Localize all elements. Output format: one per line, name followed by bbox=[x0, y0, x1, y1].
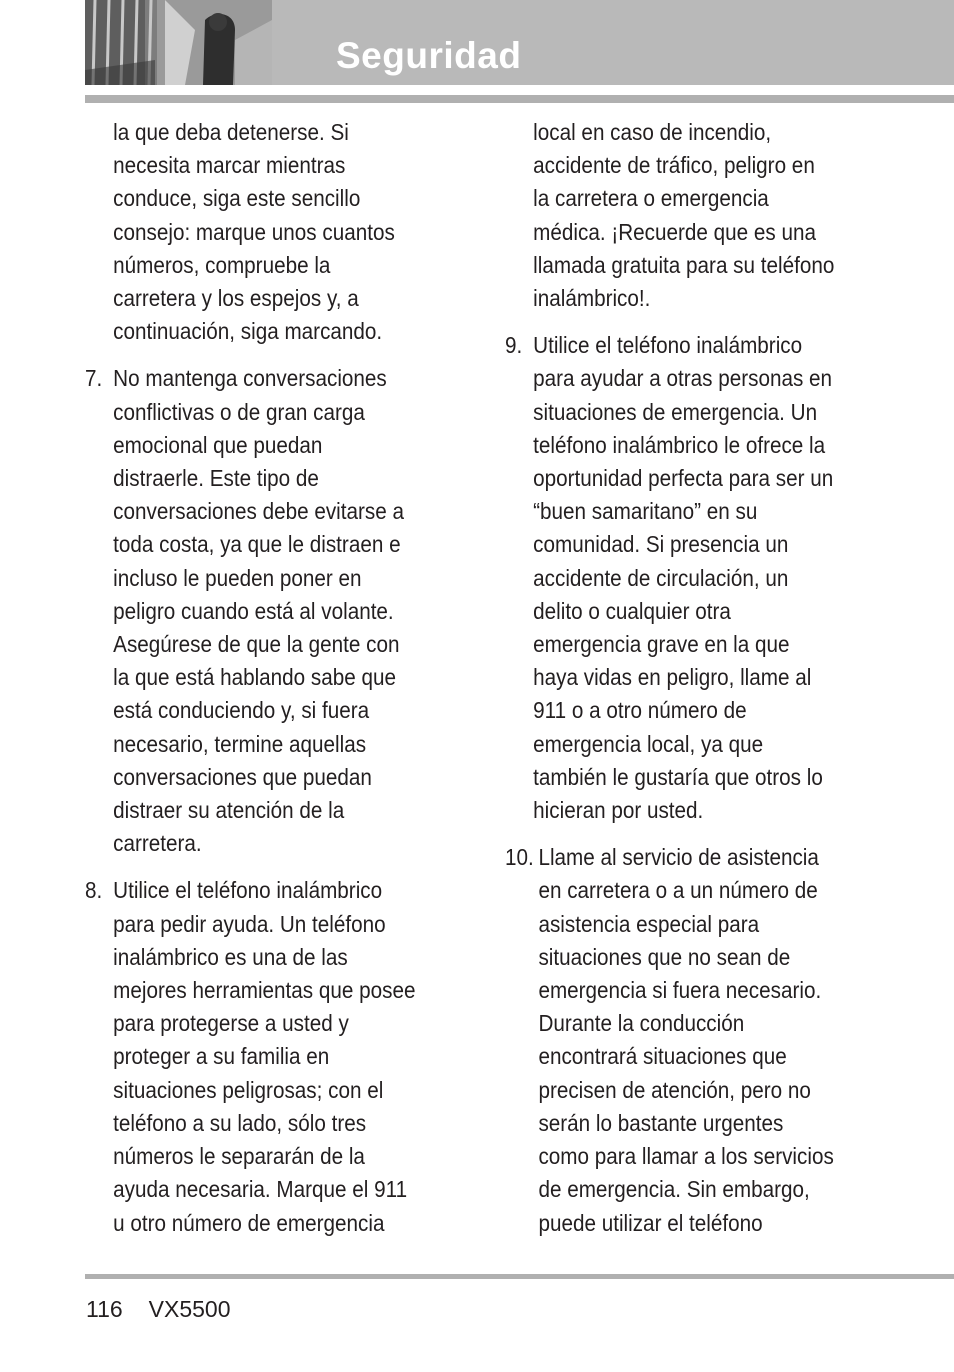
text-line: emergencia grave en la que bbox=[533, 631, 790, 658]
text-line: Utilice el teléfono inalámbrico bbox=[113, 877, 383, 904]
text-line: carretera y los espejos y, a bbox=[113, 285, 359, 312]
numbered-item bbox=[85, 362, 446, 860]
text-line: Durante la conducción bbox=[538, 1010, 745, 1037]
text-line: necesario, termine aquellas bbox=[113, 730, 367, 757]
item-number: 10. bbox=[505, 844, 534, 871]
text-line: situaciones que no sean de bbox=[538, 943, 791, 970]
left-column bbox=[85, 116, 446, 1254]
text-line: comunidad. Si presencia un bbox=[533, 531, 789, 558]
text-line: Asegúrese de que la gente con bbox=[113, 631, 400, 658]
text-line: “buen samaritano” en su bbox=[533, 498, 758, 525]
text-line: conflictivas o de gran carga bbox=[113, 398, 365, 425]
text-line: para ayudar a otras personas en bbox=[533, 365, 833, 392]
text-line: Llame al servicio de asistencia bbox=[538, 844, 819, 871]
item-number: 7. bbox=[85, 365, 103, 392]
text-line: mejores herramientas que posee bbox=[113, 977, 416, 1004]
text-line: emocional que puedan bbox=[113, 431, 323, 458]
page-number: 116 bbox=[86, 1296, 123, 1322]
text-line: médica. ¡Recuerde que es una bbox=[533, 218, 816, 245]
text-line: ayuda necesaria. Marque el 911 bbox=[113, 1176, 408, 1203]
header-photo bbox=[85, 0, 272, 85]
item-number: 8. bbox=[85, 877, 103, 904]
text-line: teléfono a su lado, sólo tres bbox=[113, 1109, 367, 1136]
continued-paragraph bbox=[85, 116, 446, 348]
text-line: la carretera o emergencia bbox=[533, 185, 769, 212]
text-line: continuación, siga marcando. bbox=[113, 318, 383, 345]
text-line: hicieran por usted. bbox=[533, 797, 704, 824]
text-line: la que deba detenerse. Si bbox=[113, 119, 349, 145]
text-line: proteger a su familia en bbox=[113, 1043, 330, 1070]
numbered-item bbox=[85, 874, 446, 1239]
text-line: en carretera o a un número de bbox=[538, 877, 818, 904]
text-line: para pedir ayuda. Un teléfono bbox=[113, 910, 386, 937]
text-line: consejo: marque unos cuantos bbox=[113, 218, 395, 245]
text-line: conversaciones debe evitarse a bbox=[113, 498, 405, 525]
right-column bbox=[505, 116, 866, 1254]
text-line: inalámbrico es una de las bbox=[113, 943, 348, 970]
text-line: de emergencia. Sin embargo, bbox=[538, 1176, 810, 1203]
text-line: No mantenga conversaciones bbox=[113, 365, 387, 392]
text-line: distraerle. Este tipo de bbox=[113, 465, 319, 492]
text-line: oportunidad perfecta para ser un bbox=[533, 465, 834, 492]
text-line: la que está hablando sabe que bbox=[113, 664, 397, 691]
text-line: inalámbrico!. bbox=[533, 285, 651, 312]
text-line: encontrará situaciones que bbox=[538, 1043, 787, 1070]
text-line: números le separarán de la bbox=[113, 1143, 365, 1170]
model-name: VX5500 bbox=[148, 1296, 231, 1322]
text-line: emergencia local, ya que bbox=[533, 730, 764, 757]
text-line: como para llamar a los servicios bbox=[538, 1143, 834, 1170]
header-rule bbox=[85, 95, 954, 103]
text-line: situaciones de emergencia. Un bbox=[533, 398, 818, 425]
text-line: asistencia especial para bbox=[538, 910, 760, 937]
text-line: situaciones peligrosas; con el bbox=[113, 1076, 384, 1103]
text-line: precisen de atención, pero no bbox=[538, 1076, 811, 1103]
page-title: Seguridad bbox=[336, 35, 522, 76]
text-line: teléfono inalámbrico le ofrece la bbox=[533, 431, 826, 458]
footer bbox=[86, 1296, 231, 1323]
text-line: u otro número de emergencia bbox=[113, 1209, 385, 1236]
text-line: accidente de tráfico, peligro en bbox=[533, 152, 815, 179]
text-line: está conduciendo y, si fuera bbox=[113, 697, 370, 724]
footer-rule bbox=[85, 1274, 954, 1279]
text-line: para protegerse a usted y bbox=[113, 1010, 349, 1037]
text-line: emergencia si fuera necesario. bbox=[538, 977, 822, 1004]
text-line: incluso le pueden poner en bbox=[113, 564, 362, 591]
text-line: serán lo bastante urgentes bbox=[538, 1109, 784, 1136]
text-line: haya vidas en peligro, llame al bbox=[533, 664, 812, 691]
text-line: necesita marcar mientras bbox=[113, 152, 346, 179]
text-line: puede utilizar el teléfono bbox=[538, 1209, 763, 1236]
item-number: 9. bbox=[505, 332, 523, 359]
continued-paragraph bbox=[505, 116, 866, 315]
text-line: carretera. bbox=[113, 830, 202, 857]
header-photo-image bbox=[85, 0, 272, 85]
text-line: llamada gratuita para su teléfono bbox=[533, 251, 835, 278]
text-line: toda costa, ya que le distraen e bbox=[113, 531, 401, 558]
text-line: números, compruebe la bbox=[113, 251, 331, 278]
text-line: también le gustaría que otros lo bbox=[533, 763, 823, 790]
text-line: 911 o a otro número de bbox=[533, 697, 747, 724]
numbered-item bbox=[505, 329, 866, 827]
text-line: conduce, siga este sencillo bbox=[113, 185, 361, 212]
text-line: distraer su atención de la bbox=[113, 797, 345, 824]
text-line: Utilice el teléfono inalámbrico bbox=[533, 332, 803, 359]
text-line: delito o cualquier otra bbox=[533, 597, 731, 624]
numbered-item bbox=[505, 841, 866, 1239]
text-line: peligro cuando está al volante. bbox=[113, 597, 394, 624]
text-line: conversaciones que puedan bbox=[113, 763, 372, 790]
text-line: local en caso de incendio, bbox=[533, 119, 772, 145]
text-line: accidente de circulación, un bbox=[533, 564, 789, 591]
